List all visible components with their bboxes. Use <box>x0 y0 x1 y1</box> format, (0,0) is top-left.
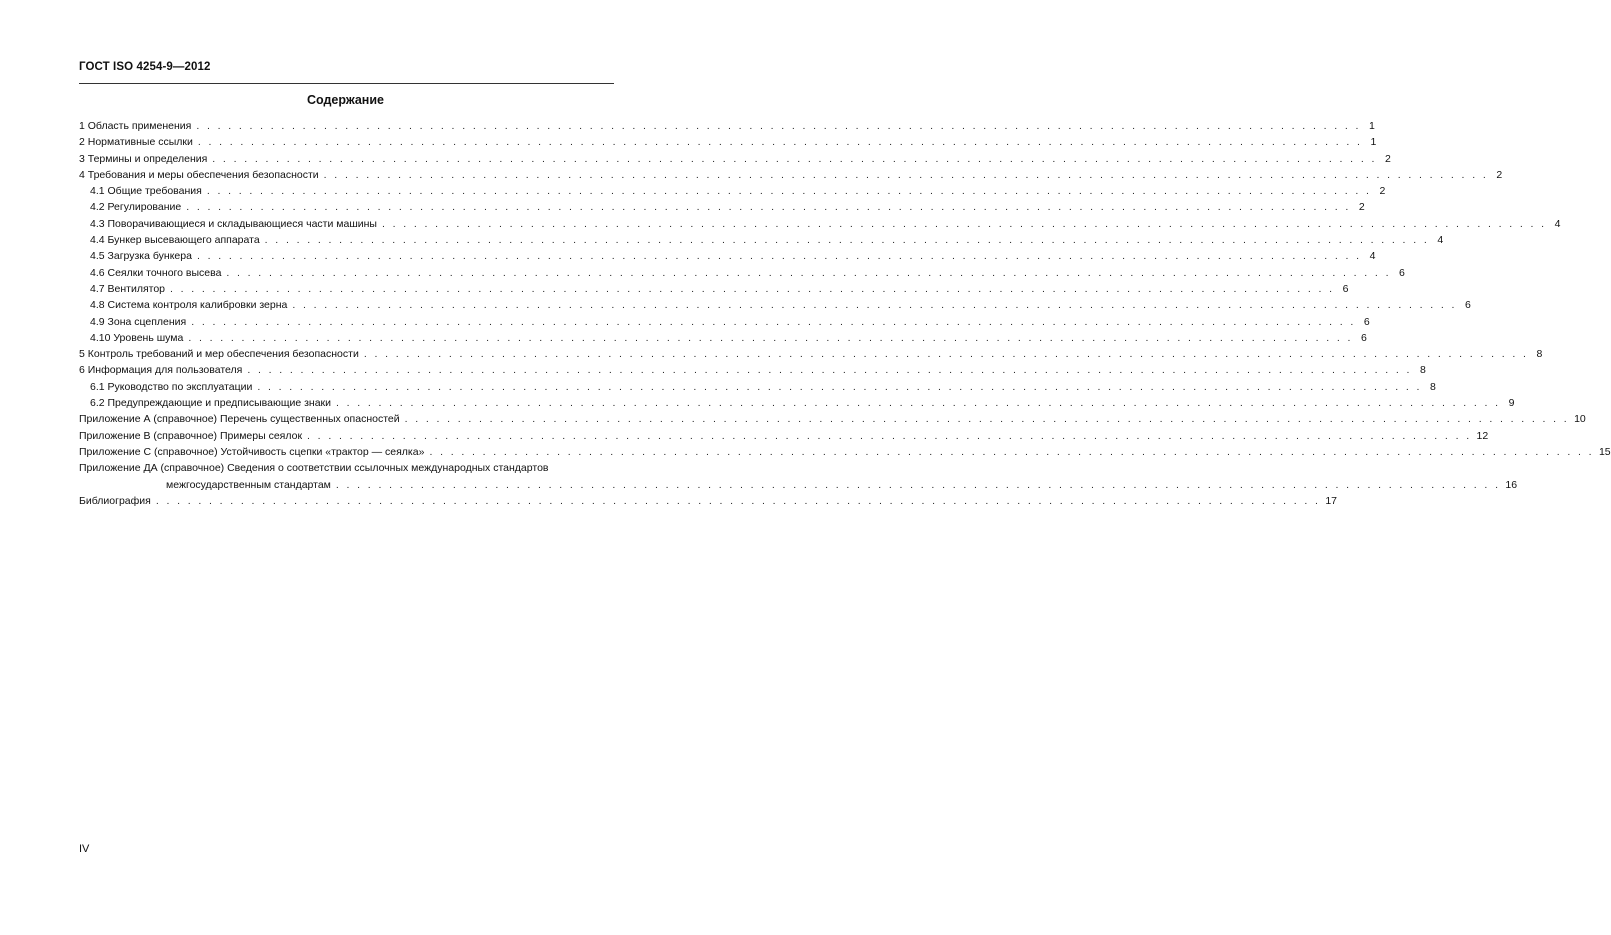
toc-leader-dots: . . . . . . . . . . . . . . . . . . . . . . . . . . . . . . . . . . . . . . . . . . . . . . . . . . . . . . . . . . . . . . . . . . . . . . . . . . . . . . . . . . . . . . . . . . . . . . . . . . . . . . . . . . . . . . <box>247 364 1412 377</box>
toc-entry-annex-c[interactable] <box>79 444 1611 460</box>
toc-leader-dots: . . . . . . . . . . . . . . . . . . . . . . . . . . . . . . . . . . . . . . . . . . . . . . . . . . . . . . . . . . . . . . . . . . . . . . . . . . . . . . . . . . . . . . . . . . . . . . . . . . . . . . . . . . . . . . <box>363 348 1529 361</box>
toc-entry-label: 2 Нормативные ссылки <box>79 136 193 149</box>
toc-entry-4[interactable] <box>79 167 1503 183</box>
toc-entry-label: 4.3 Поворачивающиеся и складывающиеся части машины <box>90 217 377 230</box>
toc-entry-annex-da-continued[interactable] <box>79 477 1518 493</box>
toc-entry-4-10[interactable] <box>79 330 1367 346</box>
toc-leader-dots: . . . . . . . . . . . . . . . . . . . . . . . . . . . . . . . . . . . . . . . . . . . . . . . . . . . . . . . . . . . . . . . . . . . . . . . . . . . . . . . . . . . . . . . . . . . . . . . . . . . . . . . . . . . . . . <box>212 152 1377 165</box>
toc-leader-dots: . . . . . . . . . . . . . . . . . . . . . . . . . . . . . . . . . . . . . . . . . . . . . . . . . . . . . . . . . . . . . . . . . . . . . . . . . . . . . . . . . . . . . . . . . . . . . . . . . . . . . . . . . . . . . . <box>381 217 1547 230</box>
toc-entry-label: 4 Требования и меры обеспечения безопасности <box>79 168 319 181</box>
toc-entry-annex-a[interactable] <box>79 411 1586 427</box>
toc-entry-label: Приложение С (справочное) Устойчивость сцепки «трактор — сеялка» <box>79 445 425 458</box>
toc-leader-dots: . . . . . . . . . . . . . . . . . . . . . . . . . . . . . . . . . . . . . . . . . . . . . . . . . . . . . . . . . . . . . . . . . . . . . . . . . . . . . . . . . . . . . . . . . . . . . . . . . . . . . . . . . . . . . . <box>186 201 1351 214</box>
toc-leader-dots: . . . . . . . . . . . . . . . . . . . . . . . . . . . . . . . . . . . . . . . . . . . . . . . . . . . . . . . . . . . . . . . . . . . . . . . . . . . . . . . . . . . . . . . . . . . . . . . . . . . . . . . . . . . . . . <box>257 380 1422 393</box>
toc-entry-label: 4.9 Зона сцепления <box>90 315 187 328</box>
toc-leader-dots: . . . . . . . . . . . . . . . . . . . . . . . . . . . . . . . . . . . . . . . . . . . . . . . . . . . . . . . . . . . . . . . . . . . . . . . . . . . . . . . . . . . . . . . . . . . . . . . . . . . . . . . . . . . . . . <box>170 282 1335 295</box>
toc-entry-page: 2 <box>1379 185 1386 198</box>
header-rule <box>79 83 614 84</box>
toc-entry-page: 10 <box>1574 413 1586 426</box>
toc-entry-page: 1 <box>1370 136 1377 149</box>
toc-entry-annex-da[interactable] <box>79 460 614 476</box>
toc-entry-page: 15 <box>1598 445 1611 458</box>
toc-entry-3[interactable] <box>79 151 1391 167</box>
toc-entry-4-5[interactable] <box>79 248 1376 264</box>
toc-entry-label: 4.1 Общие требования <box>90 185 202 198</box>
toc-entry-page: 8 <box>1430 380 1436 393</box>
toc-leader-dots: . . . . . . . . . . . . . . . . . . . . . . . . . . . . . . . . . . . . . . . . . . . . . . . . . . . . . . . . . . . . . . . . . . . . . . . . . . . . . . . . . . . . . . . . . . . . . . . . . . . . . . . . . . . . . . <box>196 250 1362 263</box>
toc-leader-dots: . . . . . . . . . . . . . . . . . . . . . . . . . . . . . . . . . . . . . . . . . . . . . . . . . . . . . . . . . . . . . . . . . . . . . . . . . . . . . . . . . . . . . . . . . . . . . . . . . . . . . . . . . . . . . . <box>336 397 1501 410</box>
page-number: IV <box>79 843 90 855</box>
toc-entry-page: 2 <box>1384 152 1391 165</box>
toc-entry-4-6[interactable] <box>79 265 1405 281</box>
toc-entry-label: Библиография <box>79 494 151 507</box>
toc-leader-dots: . . . . . . . . . . . . . . . . . . . . . . . . . . . . . . . . . . . . . . . . . . . . . . . . . . . . . . . . . . . . . . . . . . . . . . . . . . . . . . . . . . . . . . . . . . . . . . . . . . . . . . . . . . . . . . <box>155 494 1321 507</box>
toc-leader-dots: . . . . . . . . . . . . . . . . . . . . . . . . . . . . . . . . . . . . . . . . . . . . . . . . . . . . . . . . . . . . . . . . . . . . . . . . . . . . . . . . . . . . . . . . . . . . . . . . . . . . . . . . . . . . . . <box>206 185 1372 198</box>
toc-entry-annex-b[interactable] <box>79 428 1489 444</box>
toc-entry-page: 2 <box>1358 201 1365 214</box>
toc-entry-page: 6 <box>1465 299 1471 312</box>
toc-entry-page: 2 <box>1496 168 1503 181</box>
toc-entry-4-1[interactable] <box>79 183 1386 199</box>
toc-entry-4-3[interactable] <box>79 216 1561 232</box>
toc-entry-label: 4.7 Вентилятор <box>90 282 166 295</box>
toc-leader-dots: . . . . . . . . . . . . . . . . . . . . . . . . . . . . . . . . . . . . . . . . . . . . . . . . . . . . . . . . . . . . . . . . . . . . . . . . . . . . . . . . . . . . . . . . . . . . . . . . . . . . . . . . . . . . . . <box>292 299 1457 312</box>
toc-entry-4-2[interactable] <box>79 199 1365 215</box>
toc-entry-2[interactable] <box>79 134 1377 150</box>
toc-leader-dots: . . . . . . . . . . . . . . . . . . . . . . . . . . . . . . . . . . . . . . . . . . . . . . . . . . . . . . . . . . . . . . . . . . . . . . . . . . . . . . . . . . . . . . . . . . . . . . . . . . . . . . . . . . . . . . <box>264 234 1430 247</box>
toc-entry-label: 4.2 Регулирование <box>90 201 182 214</box>
document-code: ГОСТ ISO 4254-9—2012 <box>79 61 211 73</box>
toc-entry-label-continued: межгосударственным стандартам <box>166 478 331 491</box>
toc-leader-dots: . . . . . . . . . . . . . . . . . . . . . . . . . . . . . . . . . . . . . . . . . . . . . . . . . . . . . . . . . . . . . . . . . . . . . . . . . . . . . . . . . . . . . . . . . . . . . . . . . . . . . . . . . . . . . . <box>323 168 1489 181</box>
toc-entry-label: 6.1 Руководство по эксплуатации <box>90 380 253 393</box>
toc-entry-label: 6 Информация для пользователя <box>79 364 243 377</box>
toc-entry-label: 1 Область применения <box>79 120 192 132</box>
toc-entry-page: 9 <box>1508 397 1515 410</box>
toc-entry-page: 4 <box>1437 234 1444 247</box>
toc-entry-bibliography[interactable] <box>79 493 1338 509</box>
toc-leader-dots: . . . . . . . . . . . . . . . . . . . . . . . . . . . . . . . . . . . . . . . . . . . . . . . . . . . . . . . . . . . . . . . . . . . . . . . . . . . . . . . . . . . . . . . . . . . . . . . . . . . . . . . . . . . . . . <box>196 120 1361 132</box>
toc-entry-6[interactable] <box>79 362 1426 378</box>
toc-entry-label: 4.5 Загрузка бункера <box>90 250 192 263</box>
toc-entry-label: 5 Контроль требований и мер обеспечения безопасности <box>79 348 359 361</box>
toc-entry-page: 17 <box>1325 494 1338 507</box>
toc-title: Содержание <box>306 93 384 107</box>
toc-leader-dots: . . . . . . . . . . . . . . . . . . . . . . . . . . . . . . . . . . . . . . . . . . . . . . . . . . . . . . . . . . . . . . . . . . . . . . . . . . . . . . . . . . . . . . . . . . . . . . . . . . . . . . . . . . . . . . <box>307 429 1472 442</box>
toc-entry-page: 6 <box>1399 266 1405 279</box>
toc-entry-4-4[interactable] <box>79 232 1444 248</box>
toc-entry-label: 3 Термины и определения <box>79 152 208 165</box>
toc-entry-page: 6 <box>1342 282 1349 295</box>
toc-leader-dots: . . . . . . . . . . . . . . . . . . . . . . . . . . . . . . . . . . . . . . . . . . . . . . . . . . . . . . . . . . . . . . . . . . . . . . . . . . . . . . . . . . . . . . . . . . . . . . . . . . . . . . . . . . . . . . <box>429 445 1594 458</box>
toc-leader-dots: . . . . . . . . . . . . . . . . . . . . . . . . . . . . . . . . . . . . . . . . . . . . . . . . . . . . . . . . . . . . . . . . . . . . . . . . . . . . . . . . . . . . . . . . . . . . . . . . . . . . . . . . . . . . . . <box>188 331 1353 344</box>
toc-leader-dots: . . . . . . . . . . . . . . . . . . . . . . . . . . . . . . . . . . . . . . . . . . . . . . . . . . . . . . . . . . . . . . . . . . . . . . . . . . . . . . . . . . . . . . . . . . . . . . . . . . . . . . . . . . . . . . <box>197 136 1363 149</box>
toc-entry-label: Приложение В (справочное) Примеры сеялок <box>79 429 303 442</box>
toc-entry-page: 12 <box>1476 429 1489 442</box>
toc-entry-6-2[interactable] <box>79 395 1515 411</box>
toc-entry-5[interactable] <box>79 346 1543 362</box>
toc-leader-dots: . . . . . . . . . . . . . . . . . . . . . . . . . . . . . . . . . . . . . . . . . . . . . . . . . . . . . . . . . . . . . . . . . . . . . . . . . . . . . . . . . . . . . . . . . . . . . . . . . . . . . . . . . . . . . . <box>226 266 1391 279</box>
toc-entry-page: 4 <box>1554 217 1561 230</box>
toc-entry-label: 4.4 Бункер высевающего аппарата <box>90 234 260 247</box>
toc-entry-page: 1 <box>1368 120 1375 132</box>
toc-entry-page: 6 <box>1360 331 1367 344</box>
toc-entry-page: 6 <box>1363 315 1370 328</box>
toc-entry-label: 4.10 Уровень шума <box>90 331 184 344</box>
toc-leader-dots: . . . . . . . . . . . . . . . . . . . . . . . . . . . . . . . . . . . . . . . . . . . . . . . . . . . . . . . . . . . . . . . . . . . . . . . . . . . . . . . . . . . . . . . . . . . . . . . . . . . . . . . . . . . . . . <box>404 413 1570 426</box>
toc-entry-4-7[interactable] <box>79 281 1349 297</box>
toc-entry-page: 8 <box>1536 348 1543 361</box>
toc-entry-page: 16 <box>1505 478 1518 491</box>
toc-entry-4-8[interactable] <box>79 297 1471 313</box>
toc-entry-label: Приложение ДА (справочное) Сведения о соответствии ссылочных международных стандартов <box>79 462 549 475</box>
toc-entry-label: 4.8 Система контроля калибровки зерна <box>90 299 288 312</box>
toc-entry-page: 4 <box>1369 250 1376 263</box>
toc-entry-page: 8 <box>1419 364 1426 377</box>
toc-entry-6-1[interactable] <box>79 379 1436 395</box>
toc-entry-label: 4.6 Сеялки точного высева <box>90 266 222 279</box>
toc-entry-label: Приложение А (справочное) Перечень существенных опасностей <box>79 413 400 426</box>
toc-leader-dots: . . . . . . . . . . . . . . . . . . . . . . . . . . . . . . . . . . . . . . . . . . . . . . . . . . . . . . . . . . . . . . . . . . . . . . . . . . . . . . . . . . . . . . . . . . . . . . . . . . . . . . . . . . . . . . <box>191 315 1356 328</box>
toc-leader-dots: . . . . . . . . . . . . . . . . . . . . . . . . . . . . . . . . . . . . . . . . . . . . . . . . . . . . . . . . . . . . . . . . . . . . . . . . . . . . . . . . . . . . . . . . . . . . . . . . . . . . . . . . . . . . . . <box>335 478 1501 491</box>
toc-entry-1[interactable] <box>79 118 1375 134</box>
table-of-contents <box>79 118 1611 509</box>
toc-entry-4-9[interactable] <box>79 314 1370 330</box>
toc-entry-label: 6.2 Предупреждающие и предписывающие знаки <box>90 397 331 410</box>
